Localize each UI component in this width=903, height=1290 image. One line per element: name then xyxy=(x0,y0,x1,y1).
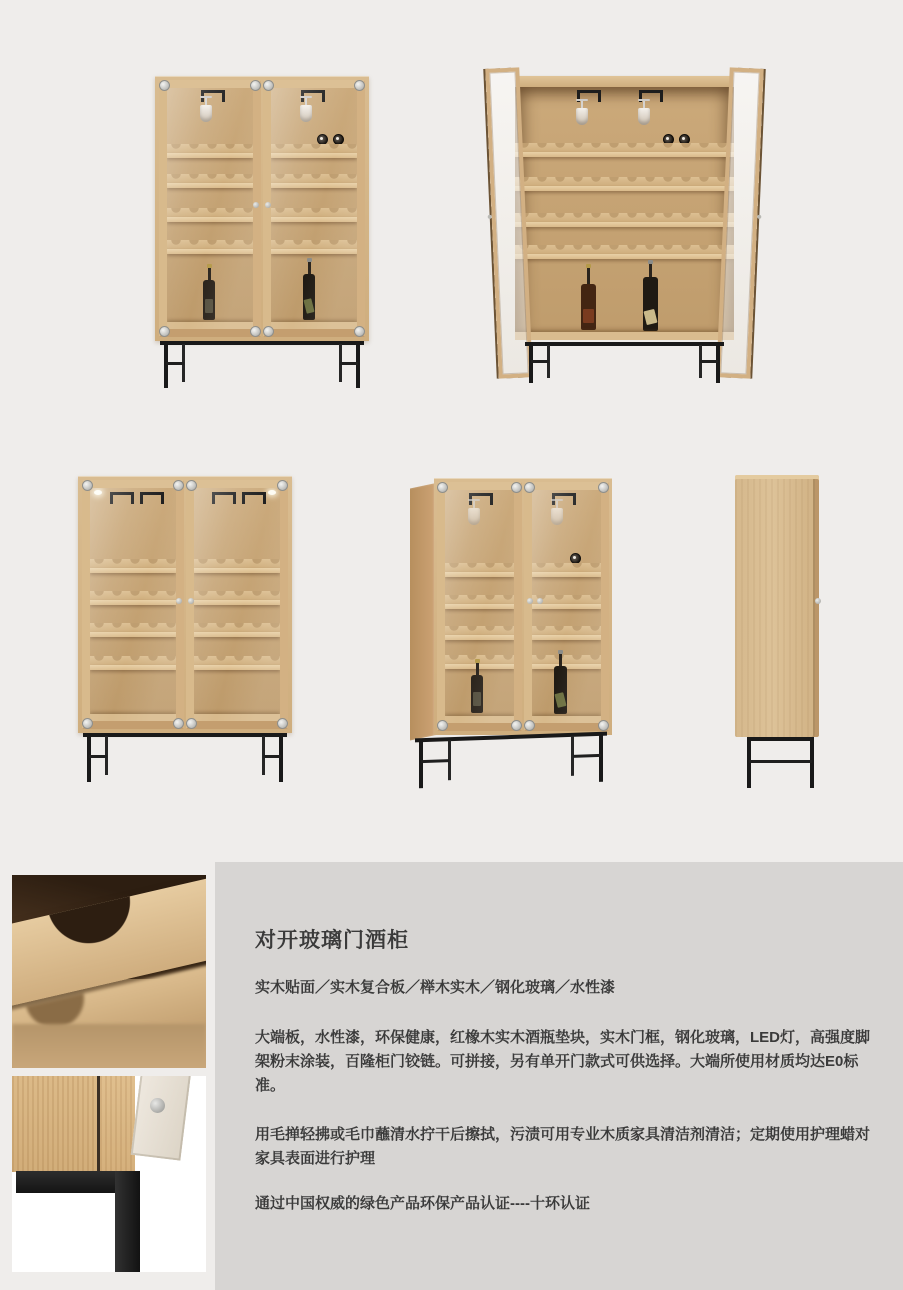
photo-front-closed xyxy=(155,76,369,388)
metal-base xyxy=(410,731,612,788)
bottle xyxy=(303,258,315,320)
door-knob xyxy=(537,598,543,604)
materials-line: 实木贴面／实木复合板／榉木实木／钢化玻璃／水性漆 xyxy=(255,979,616,996)
wine-rack xyxy=(271,240,357,254)
wine-rack xyxy=(194,623,280,637)
cabinet-floor xyxy=(445,716,514,723)
care-instructions: 用毛掸轻拂或毛巾蘸清水拧干后擦拭，污渍可用专业木质家具清洁剂清洁；定期使用护理蜡对家具表面进行护理 xyxy=(255,1126,871,1167)
cabinet-top-panel xyxy=(517,76,732,87)
glass-pane xyxy=(532,490,601,723)
wood-door-closeup xyxy=(12,1076,97,1172)
wine-rack xyxy=(271,144,357,158)
wine-rack xyxy=(271,174,357,188)
wine-rack xyxy=(194,559,280,573)
wine-glass xyxy=(551,499,563,525)
stemware-hanger xyxy=(242,492,266,504)
glass-door-right xyxy=(263,80,365,337)
glass-pane xyxy=(167,88,253,329)
glass-pane xyxy=(445,490,514,723)
wine-rack xyxy=(515,245,734,259)
bottle xyxy=(203,264,215,320)
cabinet-floor xyxy=(271,322,357,329)
door-knob xyxy=(176,598,182,604)
cabinet-front xyxy=(434,478,612,735)
bottle xyxy=(554,650,567,714)
wine-rack xyxy=(167,208,253,222)
cabinet-floor xyxy=(515,332,734,340)
wine-glass xyxy=(468,499,480,525)
wine-rack xyxy=(532,626,601,640)
photo-side-view xyxy=(735,475,820,788)
wood-shelf-closeup xyxy=(12,1024,206,1068)
glass-pane xyxy=(194,488,280,721)
photo-angled-view xyxy=(410,478,612,785)
wine-rack xyxy=(90,623,176,637)
metal-base xyxy=(78,733,292,782)
wine-rack xyxy=(90,656,176,670)
cabinet-floor xyxy=(90,714,176,721)
cabinet-floor xyxy=(167,322,253,329)
led-light xyxy=(94,490,102,495)
photo-detail-wine-rack xyxy=(12,875,206,1068)
door-knob xyxy=(527,598,533,604)
glass-door-left xyxy=(437,482,522,731)
bottle xyxy=(581,264,596,330)
wine-rack xyxy=(515,213,734,227)
wine-rack xyxy=(90,591,176,605)
photo-detail-metal-leg xyxy=(12,1076,206,1272)
glass-door-right xyxy=(524,482,609,731)
metal-frame-leg xyxy=(115,1171,140,1272)
photo-front-empty xyxy=(78,476,292,782)
wine-rack xyxy=(445,563,514,577)
wine-rack xyxy=(445,626,514,640)
bottle xyxy=(643,260,658,331)
door-knob xyxy=(815,598,821,604)
wine-rack xyxy=(194,591,280,605)
cabinet-body xyxy=(155,76,369,341)
metal-base xyxy=(520,342,729,383)
wine-rack xyxy=(271,208,357,222)
wine-rack xyxy=(90,559,176,573)
wine-rack xyxy=(532,563,601,577)
metal-base xyxy=(745,737,816,788)
door-knob xyxy=(253,202,259,208)
led-light xyxy=(268,490,276,495)
cabinet-interior xyxy=(515,87,734,340)
wine-rack xyxy=(167,144,253,158)
stemware-hanger xyxy=(110,492,134,504)
wine-rack xyxy=(515,143,734,157)
bottle xyxy=(471,659,483,713)
wine-glass xyxy=(638,99,650,125)
glass-pane xyxy=(90,488,176,721)
product-title: 对开玻璃门酒柜 xyxy=(255,929,409,952)
photo-doors-open xyxy=(492,60,757,383)
metal-base xyxy=(155,341,369,388)
wood-door-closeup xyxy=(100,1076,135,1172)
wine-glass xyxy=(300,96,312,122)
wine-rack xyxy=(167,174,253,188)
product-description: 大端板，水性漆，环保健康，红橡木实木酒瓶垫块，实木门框，钢化玻璃，LED灯，高强度脚架粉末涂装，百隆柜门铰链。可拼接，另有单开门款式可供选择。大端所使用材质均达E0标准。 xyxy=(255,1029,871,1094)
door-knob xyxy=(188,598,194,604)
stemware-hanger xyxy=(140,492,164,504)
cabinet-floor xyxy=(532,716,601,723)
cabinet-side xyxy=(735,475,819,737)
wine-rack xyxy=(194,656,280,670)
wine-rack xyxy=(167,240,253,254)
stemware-hanger xyxy=(212,492,236,504)
hinge-plate xyxy=(150,1098,165,1113)
wine-rack xyxy=(515,177,734,191)
cabinet-side-panel xyxy=(410,483,436,741)
wine-rack xyxy=(445,595,514,609)
wine-glass xyxy=(200,96,212,122)
certification-line: 通过中国权威的绿色产品环保产品认证----十环认证 xyxy=(255,1195,590,1212)
glass-panel-closeup xyxy=(131,1076,192,1161)
door-knob xyxy=(265,202,271,208)
glass-pane xyxy=(271,88,357,329)
glass-door-left xyxy=(82,480,184,729)
glass-door-right xyxy=(186,480,288,729)
wine-glass xyxy=(576,99,588,125)
cabinet-body xyxy=(78,476,292,733)
cabinet-floor xyxy=(194,714,280,721)
glass-door-left xyxy=(159,80,261,337)
